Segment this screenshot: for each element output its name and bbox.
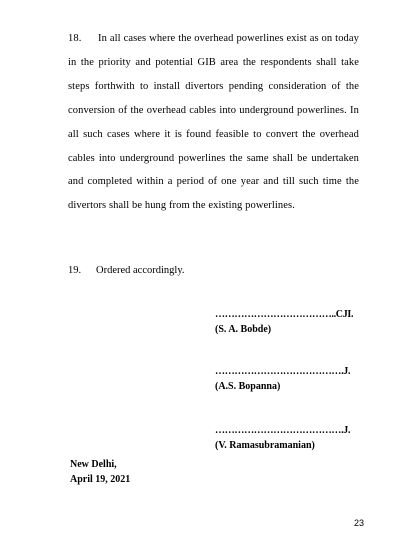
signature-block-cji [215, 307, 353, 337]
signatory-name: (V. Ramasubramanian) [215, 440, 315, 451]
paragraph-18 [68, 27, 359, 218]
signatory-name: (A.S. Bopanna) [215, 381, 281, 392]
signatory-name: (S. A. Bobde) [215, 324, 272, 335]
date: April 19, 2021 [70, 473, 131, 485]
place-and-date [70, 458, 130, 487]
paragraph-text: Ordered accordingly. [96, 265, 185, 276]
signature-line: ………………………………….J. [215, 425, 351, 436]
signature-line: ………………………………..CJI. [215, 309, 354, 320]
signature-block-judge-2 [215, 423, 350, 453]
place: New Delhi, [70, 459, 117, 470]
page-number: 23 [354, 518, 365, 528]
signature-block-judge-1 [215, 364, 350, 394]
paragraph-number: 18. [68, 33, 82, 44]
signature-line: ………………………………….J. [215, 366, 351, 377]
paragraph-19 [68, 261, 185, 281]
paragraph-number: 19. [68, 265, 82, 276]
paragraph-text: In all cases where the overhead powerlines exist as on today in the priority and potential GIB area the respondents shall take steps forthwith to install divertors pending consideration of the conversion of the overhead cables into underground powerlines. In all such cases where it is found feasible to convert the overhead cables into underground powerlines the same shall be undertaken and completed within a period of one year and till such time the divertors shall be hung from the existing powerlines. [68, 33, 359, 212]
